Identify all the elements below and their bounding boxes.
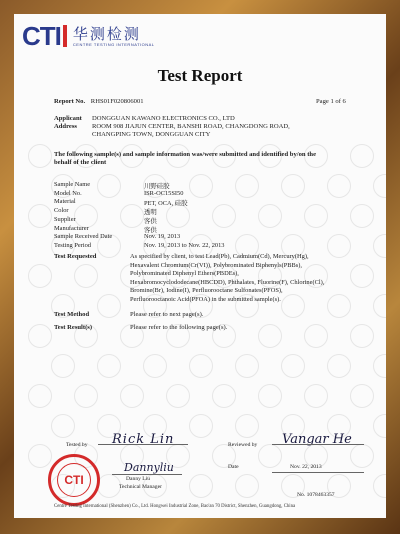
watermark-mark [281, 174, 305, 198]
watermark-mark [189, 414, 213, 438]
test-requested-line: Perfluorooctanoic Acid(PFOA) in the submitted sample(s). [130, 295, 281, 303]
watermark-mark [304, 384, 328, 408]
watermark-mark [281, 354, 305, 378]
footer-address: Centre Testing International (Shenzhen) Co., Ltd. Hongwei Industrial Zone, Bao'an 70 District, Shenzhen, Guangdong, China [54, 504, 296, 509]
test-requested-label: Test Requested [54, 253, 97, 260]
watermark-mark [327, 234, 351, 258]
report-title: Test Report [157, 66, 243, 85]
watermark-mark [258, 444, 282, 468]
approver-signature: Dannyliu [124, 461, 174, 474]
watermark-mark [258, 384, 282, 408]
watermark-mark [304, 204, 328, 228]
intro-line-2: behalf of the client [54, 159, 107, 166]
watermark-mark [235, 174, 259, 198]
watermark-mark [327, 174, 351, 198]
signature-line [112, 474, 182, 475]
field-label: Color [54, 207, 69, 215]
watermark-mark [189, 354, 213, 378]
test-requested-line: Polybrominated Diphenyl Ethers(PBDEs), [130, 270, 239, 278]
watermark-mark [120, 204, 144, 228]
address-label: Address [54, 123, 77, 130]
test-requested-line: Hexavalent Chromium(Cr(VI)), Polybrominated Biphenyls(PBBs), [130, 261, 302, 269]
brand-tagline: CENTRE TESTING INTERNATIONAL [72, 41, 155, 47]
chinese-brand-name: 华测检测 [72, 24, 141, 43]
applicant-label: Applicant [54, 115, 82, 122]
watermark-mark [97, 474, 121, 498]
watermark-mark [350, 144, 374, 168]
logo-accent-bar [63, 25, 67, 47]
watermark-mark [189, 474, 213, 498]
certificate-number: No. 1078463357 [297, 492, 335, 498]
watermark-mark [74, 264, 98, 288]
watermark-mark [327, 354, 351, 378]
watermark-mark [373, 354, 386, 378]
watermark-mark [28, 204, 52, 228]
watermark-mark [143, 354, 167, 378]
watermark-mark [258, 204, 282, 228]
intro-line-1: The following sample(s) and sample information was/were submitted and identified by/on the [54, 151, 316, 158]
logo-text: CTI [22, 20, 61, 51]
page-indicator: Page 1 of 6 [316, 98, 346, 105]
watermark-mark [235, 354, 259, 378]
watermark-mark [51, 414, 75, 438]
report-no-label: Report No. [54, 98, 86, 105]
test-requested-text [130, 253, 324, 305]
watermark-mark [51, 354, 75, 378]
field-value: Nov. 19, 2013 [144, 233, 181, 241]
watermark-mark [350, 444, 374, 468]
watermark-mark [373, 294, 386, 318]
test-requested-line: As specified by client, to test Lead(Pb), Cadmium(Cd), Mercury(Hg), [130, 253, 309, 260]
watermark-mark [28, 144, 52, 168]
address-line-1: ROOM 908 JIAJUN CENTER, BANSHI ROAD, CHANGDONG ROAD, [92, 123, 290, 130]
company-logo [22, 22, 155, 50]
signature-line [98, 444, 188, 445]
watermark-mark [120, 384, 144, 408]
watermark-mark [373, 414, 386, 438]
signature-line [272, 472, 364, 473]
report-no-value: RHS01F020806001 [90, 98, 144, 105]
watermark-mark [258, 324, 282, 348]
test-requested-line: Bromine(Br), Iodine(I), Perfluorooctane Sulfonates(PFOS), [130, 287, 283, 295]
watermark-mark [373, 174, 386, 198]
watermark-mark [373, 474, 386, 498]
field-value: ISR-OC15SI50 [144, 189, 184, 197]
watermark-mark [212, 204, 236, 228]
field-value: 透明 [144, 209, 157, 217]
watermark-mark [166, 204, 190, 228]
watermark-mark [28, 264, 52, 288]
watermark-mark [28, 444, 52, 468]
watermark-mark [327, 294, 351, 318]
watermark-mark [350, 264, 374, 288]
watermark-mark [350, 204, 374, 228]
approver-name: Danny Liu [126, 476, 151, 482]
field-label: Sample Received Date [54, 233, 113, 241]
watermark-mark [97, 294, 121, 318]
test-method-label: Test Method [54, 311, 90, 318]
tested-by-label: Tested by [66, 442, 88, 448]
seal-center: CTI [57, 463, 91, 497]
reviewed-by-signature: Vangar He [282, 432, 352, 447]
watermark-mark [350, 384, 374, 408]
approver-title: Technical Manager [119, 484, 162, 490]
certificate-paper [14, 14, 386, 518]
watermark-mark [166, 384, 190, 408]
applicant-value: DONGGUAN KAWANO ELECTRONICS CO., LTD [92, 115, 235, 122]
watermark-mark [212, 384, 236, 408]
watermark-mark [235, 414, 259, 438]
reviewed-by-label: Reviewed by [228, 442, 258, 448]
watermark-mark [28, 324, 52, 348]
date-value: Nov. 22, 2013 [290, 464, 322, 470]
field-value: PET, OCA, 硅胶 [144, 200, 188, 208]
test-results-value: Please refer to the following page(s). [130, 324, 228, 331]
tested-by-signature: Rick Lin [112, 432, 175, 447]
field-label: Testing Period [54, 241, 92, 249]
watermark-mark [350, 324, 374, 348]
address-line-2: CHANGPING TOWN, DONGGUAN CITY [92, 131, 211, 138]
test-results-label: Test Result(s) [54, 324, 93, 331]
watermark-mark [189, 174, 213, 198]
date-label: Date [228, 464, 239, 470]
watermark-mark [28, 384, 52, 408]
watermark-mark [235, 474, 259, 498]
field-label: Material [54, 198, 76, 206]
official-seal [48, 454, 100, 506]
field-value: 客供 [144, 217, 157, 225]
watermark-mark [74, 384, 98, 408]
field-label: Sample Name [54, 181, 91, 188]
field-label: Manufacturer [54, 224, 89, 232]
watermark-mark [97, 354, 121, 378]
field-value: Nov. 19, 2013 to Nov. 22, 2013 [144, 241, 225, 249]
test-requested-line: Hexabromocyclododecane(HBCDD), Phthalates, Fluorine(F), Chlorine(Cl), [130, 278, 325, 286]
test-method-value: Please refer to next page(s). [130, 311, 204, 318]
watermark-mark [304, 324, 328, 348]
field-label: Supplier [54, 215, 76, 223]
field-value: 客供 [144, 226, 157, 234]
field-value: 川野硅胶 [144, 183, 170, 190]
watermark-mark [97, 174, 121, 198]
watermark-mark [373, 234, 386, 258]
signature-line [272, 444, 364, 445]
field-label: Model No. [54, 189, 82, 197]
